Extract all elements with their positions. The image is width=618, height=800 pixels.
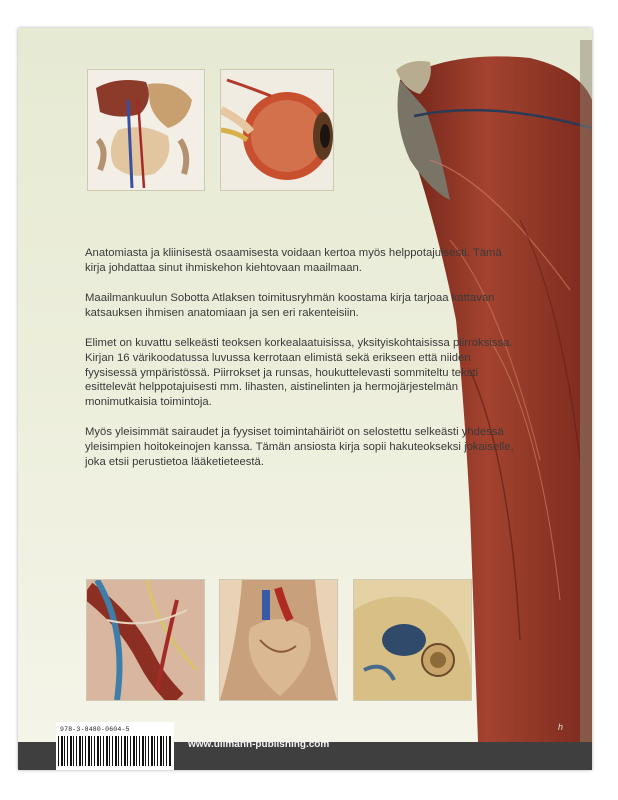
publisher-logo-icon: h (558, 722, 564, 732)
thumbnail-abdominal-organs (87, 69, 205, 191)
thumbnail-heart-thorax (219, 579, 338, 701)
neck-vessels-illustration (87, 580, 204, 700)
heart-illustration (220, 580, 337, 700)
isbn-number: 978-3-8480-0604-5 (60, 726, 130, 733)
barcode-bars (58, 736, 172, 766)
thumbnail-neck-vessels (86, 579, 205, 701)
book-description (85, 246, 525, 485)
description-paragraph-1: Anatomiasta ja kliinisestä osaamisesta voidaan kertoa myös helppotajuisesti. Tämä kirja johdattaa sinut ihmiskehon kiehtovaan maailmaan. (85, 247, 502, 274)
description-paragraph-3: Elimet on kuvattu selkeästi teoksen korkealaatuisissa, yksityiskohtaisissa piirroksissa. Kirjan 16 värikoodatussa luvussa kerrotaan elimistä sekä erikseen että niiden fyysisessä ympäristössä. Piirrokset ja runsas, houkuttelevasti sommiteltu teksti esittelevät helppotajuisesti mm. lihasten, aistinelinten ja hermojärjestelmän monimutkaisia toimintoja. (85, 337, 513, 408)
thumbnail-inner-ear (353, 579, 472, 701)
book-back-cover (18, 28, 592, 770)
description-paragraph-2: Maailmankuulun Sobotta Atlaksen toimitusryhmän koostama kirja tarjoaa kattavan katsauksen ihmisen anatomiaan ja sen eri rakenteisiin. (85, 292, 495, 319)
inner-ear-illustration (354, 580, 471, 700)
thumbnail-eye-cross-section (220, 69, 334, 191)
publisher-url[interactable]: www.ullmann-publishing.com (188, 739, 330, 750)
description-paragraph-4: Myös yleisimmät sairaudet ja fyysiset toimintahäiriöt on selostettu selkeästi yhdessä yleisimpien hoitokeinojen kanssa. Tämän ansiosta kirja sopii hakuteokseksi jokaiselle, joka etsii perustietoa lääketieteestä. (85, 426, 514, 468)
eye-illustration (221, 70, 333, 190)
abdominal-organs-illustration (88, 70, 204, 190)
